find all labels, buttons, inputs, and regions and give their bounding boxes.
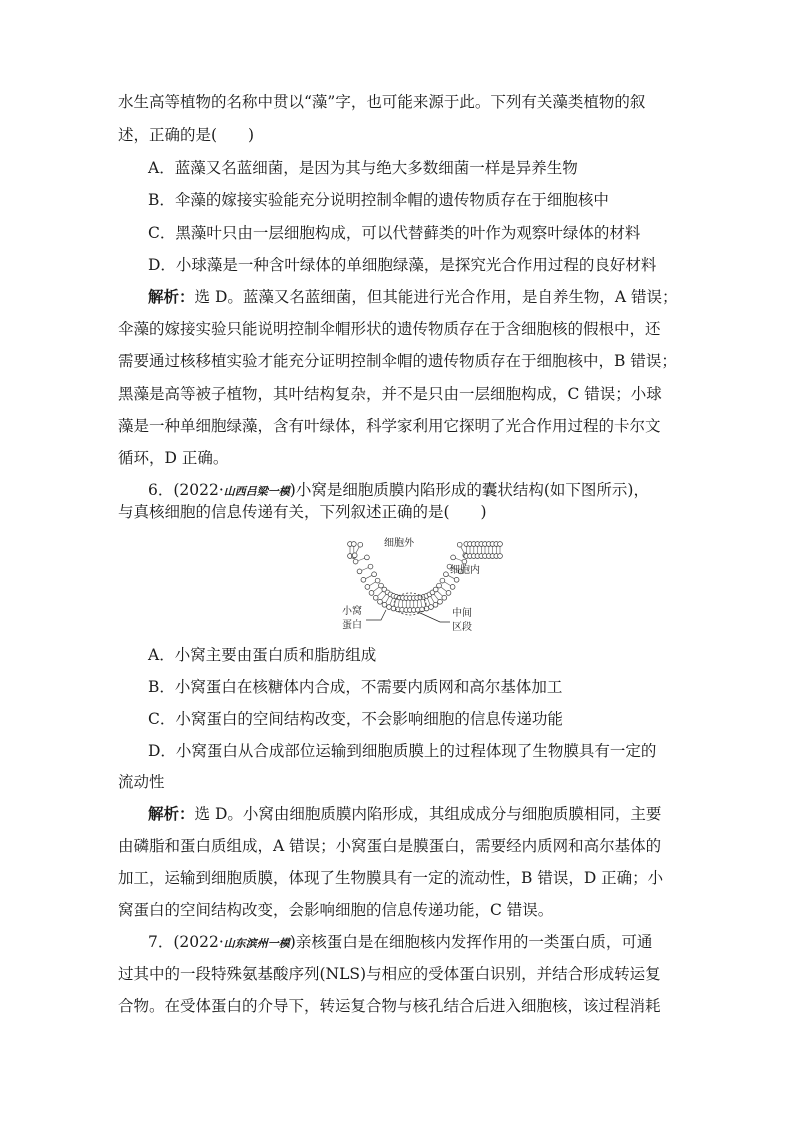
phospholipid-head [457,542,462,547]
q6-source: 山西吕梁一模 [223,485,290,498]
phospholipid-head [353,559,358,564]
q5-analysis-line-4: 黑藻是高等被子植物，其叶结构复杂，并不是只由一层细胞构成，C 错误；小球 [118,385,662,403]
q7-line-2: 过其中的一段特殊氨基酸序列(NLS)与相应的受体蛋白识别，并结合形成转运复 [118,965,661,983]
q7-stem-text: )亲核蛋白是在细胞核内发挥作用的一类蛋白质，可通 [289,933,653,951]
q6-number: 6．(2022· [148,481,224,499]
phospholipid-head [498,542,503,547]
q5-stem-line-2: 述，正确的是( ) [118,126,255,144]
q7-line-3: 合物。在受体蛋白的介导下，转运复合物与核孔结合后进入细胞核，该过程消耗 [118,997,661,1015]
phospholipid-head [378,599,383,604]
q6-analysis-text: 选 D。小窝由细胞质膜内陷形成，其组成成分与细胞质膜相同，主要 [194,805,662,823]
q5-analysis-line-5: 藻是一种单细胞绿藻，含有叶绿体，科学家利用它探明了光合作用过程的卡尔文 [118,417,661,435]
phospholipid-head [438,599,443,604]
phospholipid-head [368,564,373,569]
label-cell-inside: 细胞内 [450,565,480,576]
phospholipid-head [357,569,362,574]
q5-analysis-line-3: 需要通过核移植实验才能充分证明控制伞帽的遗传物质存在于细胞核中，B 错误； [118,352,677,370]
q5-option-a: A．蓝藻又名蓝细菌，是因为其与绝大多数细菌一样是异养生物 [148,159,578,177]
phospholipid-head [440,578,445,583]
q6-analysis-line-1 [148,804,708,824]
q5-stem-line-1: 水生高等植物的名称中贯以“藻”字，也可能来源于此。下列有关藻类植物的叙 [118,93,646,111]
label-middle-1: 中间 [452,608,472,619]
label-middle-2: 区段 [452,622,472,633]
phospholipid-head [373,595,378,600]
phospholipid-head [387,605,392,610]
q5-analysis-text: 选 D。蓝藻又名蓝细菌，但其能进行光合作用，是自养生物，A 错误； [194,288,678,306]
q6-option-a: A．小窝主要由蛋白质和脂肪组成 [148,646,377,664]
q5-option-c: C．黑藻叶只由一层细胞构成，可以代替藓类的叶作为观察叶绿体的材料 [148,224,641,242]
q5-analysis-line-6: 循环，D 正确。 [118,449,229,467]
phospholipid-head [454,577,459,582]
q5-analysis-line-1 [148,287,708,307]
phospholipid-head [451,555,456,560]
q5-option-b: B．伞藻的嫁接实验能充分说明控制伞帽的遗传物质存在于细胞核中 [148,191,609,209]
q5-analysis-label: 解析： [148,287,195,306]
phospholipid-head [361,577,366,582]
q6-option-b: B．小窝蛋白在核糖体内合成，不需要内质网和高尔基体加工 [148,678,563,696]
phospholipid-head [462,559,467,564]
q5-option-d: D．小球藻是一种含叶绿体的单细胞绿藻，是探究光合作用过程的良好材料 [148,256,657,274]
q6-stem-line-1 [148,480,708,502]
label-caveolin-2: 蛋白 [342,620,362,631]
q5-analysis-line-2: 伞藻的嫁接实验只能说明控制伞帽形状的遗传物质存在于含细胞核的假根中，还 [118,320,661,338]
phospholipid-head [437,583,442,588]
label-caveolin-1: 小窝 [342,606,362,617]
membrane-bilayer [348,542,503,613]
phospholipid-head [365,555,370,560]
q6-analysis-line-2: 由磷脂和蛋白质组成，A 错误；小窝蛋白是膜蛋白，需要经内质网和高尔基体的 [118,837,662,855]
q6-analysis-line-3: 加工，运输到细胞质膜，体现了生物膜具有一定的流动性，B 错误，D 正确；小 [118,869,664,887]
phospholipid-head [369,591,374,596]
q6-stem-text: )小窝是细胞质膜内陷形成的囊状结构(如下图所示)， [289,481,649,499]
phospholipid-head [352,553,357,558]
label-cell-outside: 细胞外 [384,538,414,549]
q6-option-d-cont: 流动性 [118,773,165,791]
caveolin-pointer [366,610,386,620]
q6-option-c: C．小窝蛋白的空间结构改变，不会影响细胞的信息传递功能 [148,710,563,728]
phospholipid-head [433,602,438,607]
caveola-diagram [336,530,526,640]
phospholipid-head [429,605,434,610]
phospholipid-head [446,591,451,596]
phospholipid-head [351,542,356,547]
phospholipid-head [372,572,377,577]
phospholipid-head [450,585,455,590]
q6-analysis-line-4: 窝蛋白的空间结构改变，会影响细胞的信息传递功能，C 错误。 [118,901,554,919]
q7-stem-line-1 [148,932,708,954]
q6-option-d: D．小窝蛋白从合成部位运输到细胞质膜上的过程体现了生物膜具有一定的 [148,742,657,760]
phospholipid-head [498,554,503,559]
phospholipid-head [358,542,363,547]
q7-source: 山东滨州一模 [223,937,290,950]
q7-number: 7．(2022· [148,933,224,951]
phospholipid-head [375,578,380,583]
phospholipid-head [444,572,449,577]
phospholipid-head [442,595,447,600]
middle-pointer [418,612,450,622]
q6-stem-line-2: 与真核细胞的信息传递有关，下列叙述正确的是( ) [118,503,487,521]
q6-analysis-label: 解析： [148,804,195,823]
phospholipid-head [382,602,387,607]
phospholipid-head [365,585,370,590]
